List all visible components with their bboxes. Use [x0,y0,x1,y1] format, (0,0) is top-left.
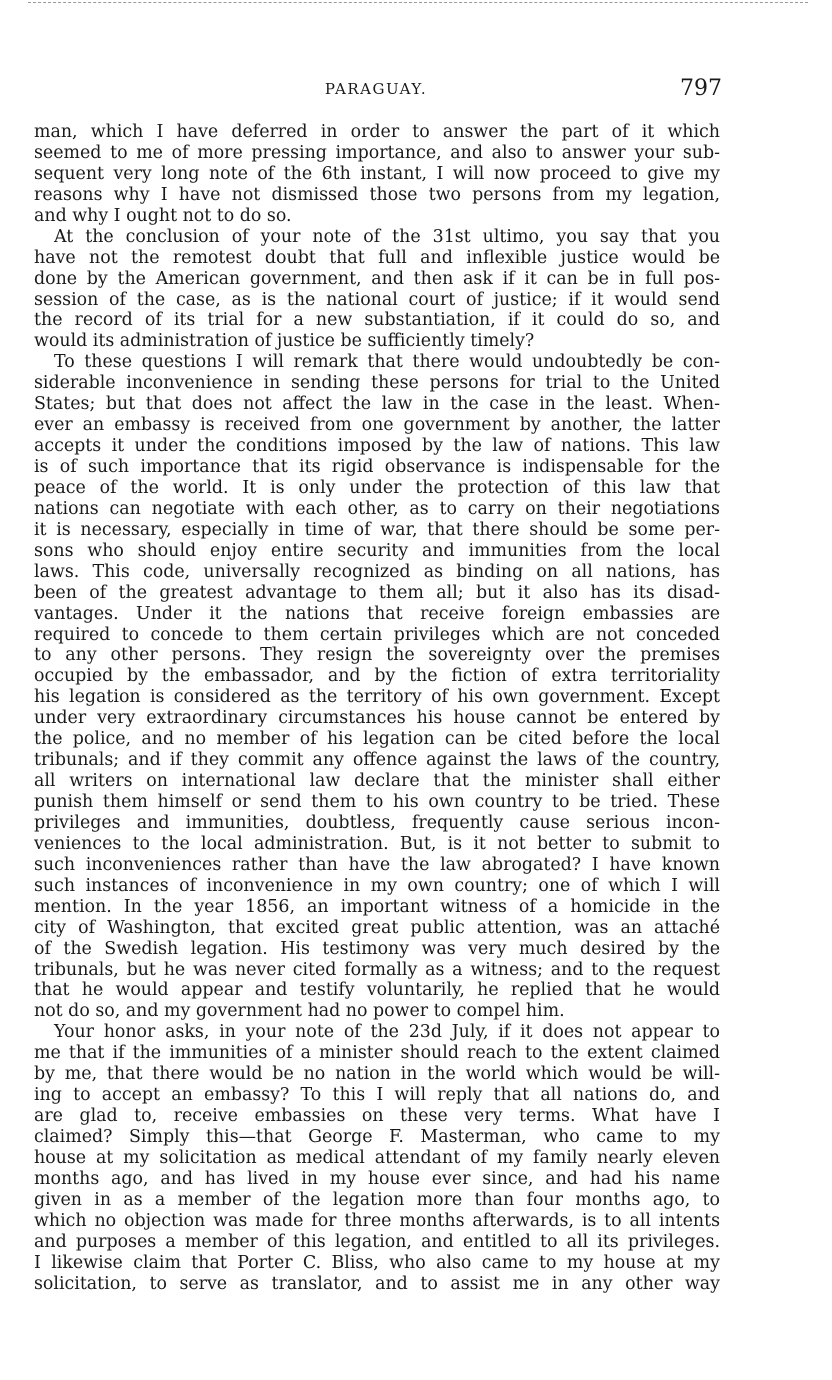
text-line: is of such importance that its rigid observance is indispensable for the [34,457,720,477]
text-line: ever an embassy is received from one government by another, the latter [34,415,720,436]
text-line: reasons why I have not dismissed those two persons from my legation, [34,184,720,205]
text-line: Your honor asks, in your note of the 23d July, if it does not appear to [54,1022,720,1043]
text-line: months ago, and has lived in my house ever since, and had his name [34,1168,720,1189]
text-line: and purposes a member of this legation, and entitled to all its privileges. [34,1231,720,1252]
text-line: punish them himself or send them to his own country to be tried. These [34,792,720,812]
text-line: required to concede to them certain privileges which are not conceded [34,624,720,645]
text-line: of the Swedish legation. His testimony was very much desired by the [34,938,720,959]
text-line: to any other persons. They resign the sovereignty over the premises [34,645,720,666]
text-line: that he would appear and testify voluntarily, he replied that he would [34,980,720,1001]
page-number: 797 [680,76,722,101]
text-line: To these questions I will remark that there would undoubtedly be con- [54,352,720,373]
page-header [30,76,722,104]
text-line: all writers on international law declare that the minister shall either [34,771,720,792]
text-line: under very extraordinary circumstances his house cannot be entered by [34,708,720,729]
text-line: At the conclusion of your note of the 31st ultimo, you say that you [54,226,720,247]
text-line: have not the remotest doubt that full and inflexible justice would be [34,247,720,268]
text-line: occupied by the embassador, and by the fiction of extra territoriality [34,666,720,687]
text-line: ing to accept an embassy? To this I will reply that all nations do, and [34,1085,720,1106]
text-line: sons who should enjoy entire security and immunities from the local [34,540,720,561]
text-line: such inconveniences rather than have the law abrogated? I have known [34,854,720,875]
text-line: siderable inconvenience in sending these persons for trial to the United [34,373,720,394]
text-line: sequent very long note of the 6th instant, I will now proceed to give my [34,163,720,184]
text-line: and why I ought not to do so. [34,205,292,226]
text-line: States; but that does not affect the law in the case in the least. When- [34,394,720,415]
text-line: solicitation, to serve as translator, and to assist me in any other way [34,1273,720,1294]
text-line: not do so, and my government had no power to compel him. [34,1001,565,1022]
text-line: the record of its trial for a new substantiation, if it could do so, and [34,310,720,331]
text-line: by me, that there would be no nation in the world which would be will- [34,1064,720,1085]
text-line: privileges and immunities, doubtless, frequently cause serious incon- [34,812,720,833]
body-text [34,122,720,1295]
text-line: house at my solicitation as medical attendant of my family nearly eleven [34,1147,720,1168]
text-line: laws. This code, universally recognized as binding on all nations, has [34,561,720,582]
text-line: man, which I have deferred in order to answer the part of it which [34,122,720,142]
text-line: are glad to, receive embassies on these very terms. What have I [34,1106,720,1127]
top-border-rule [28,2,808,3]
text-line: peace of the world. It is only under the protection of this law that [34,477,720,498]
text-line: mention. In the year 1856, an important witness of a homicide in the [34,896,720,917]
text-line: veniences to the local administration. But, is it not better to submit to [34,833,720,854]
text-line: would its administration of justice be sufficiently timely? [34,331,535,352]
text-line: seemed to me of more pressing importance, and also to answer your sub- [34,142,720,163]
running-head: PARAGUAY. [324,80,428,98]
text-line: done by the American government, and then ask if it can be in full pos- [34,268,720,289]
text-line: which no objection was made for three months afterwards, is to all intents [34,1210,720,1231]
text-line: me that if the immunities of a minister should reach to the extent claimed [34,1043,720,1064]
text-line: claimed? Simply this—that George F. Masterman, who came to my [34,1127,720,1147]
text-line: such instances of inconvenience in my own country; one of which I will [34,875,720,896]
text-line: I likewise claim that Porter C. Bliss, who also came to my house at my [34,1252,720,1273]
text-line: city of Washington, that excited great public attention, was an attaché [34,917,720,938]
text-line: session of the case, as is the national court of justice; if it would send [34,289,720,310]
text-line: given in as a member of the legation more than four months ago, to [34,1189,720,1210]
text-line: been of the greatest advantage to them all; but it also has its disad- [34,582,720,603]
text-line: accepts it under the conditions imposed by the law of nations. This law [34,436,720,457]
text-line: nations can negotiate with each other, as to carry on their negotiations [34,498,720,519]
text-line: it is necessary, especially in time of war, that there should be some per- [34,519,720,540]
text-line: the police, and no member of his legation can be cited before the local [34,729,720,750]
text-line: tribunals; and if they commit any offence against the laws of the country, [34,750,720,771]
text-line: tribunals, but he was never cited formally as a witness; and to the request [34,959,720,980]
text-line: his legation is considered as the territory of his own government. Except [34,687,720,708]
text-line: vantages. Under it the nations that receive foreign embassies are [34,603,720,624]
